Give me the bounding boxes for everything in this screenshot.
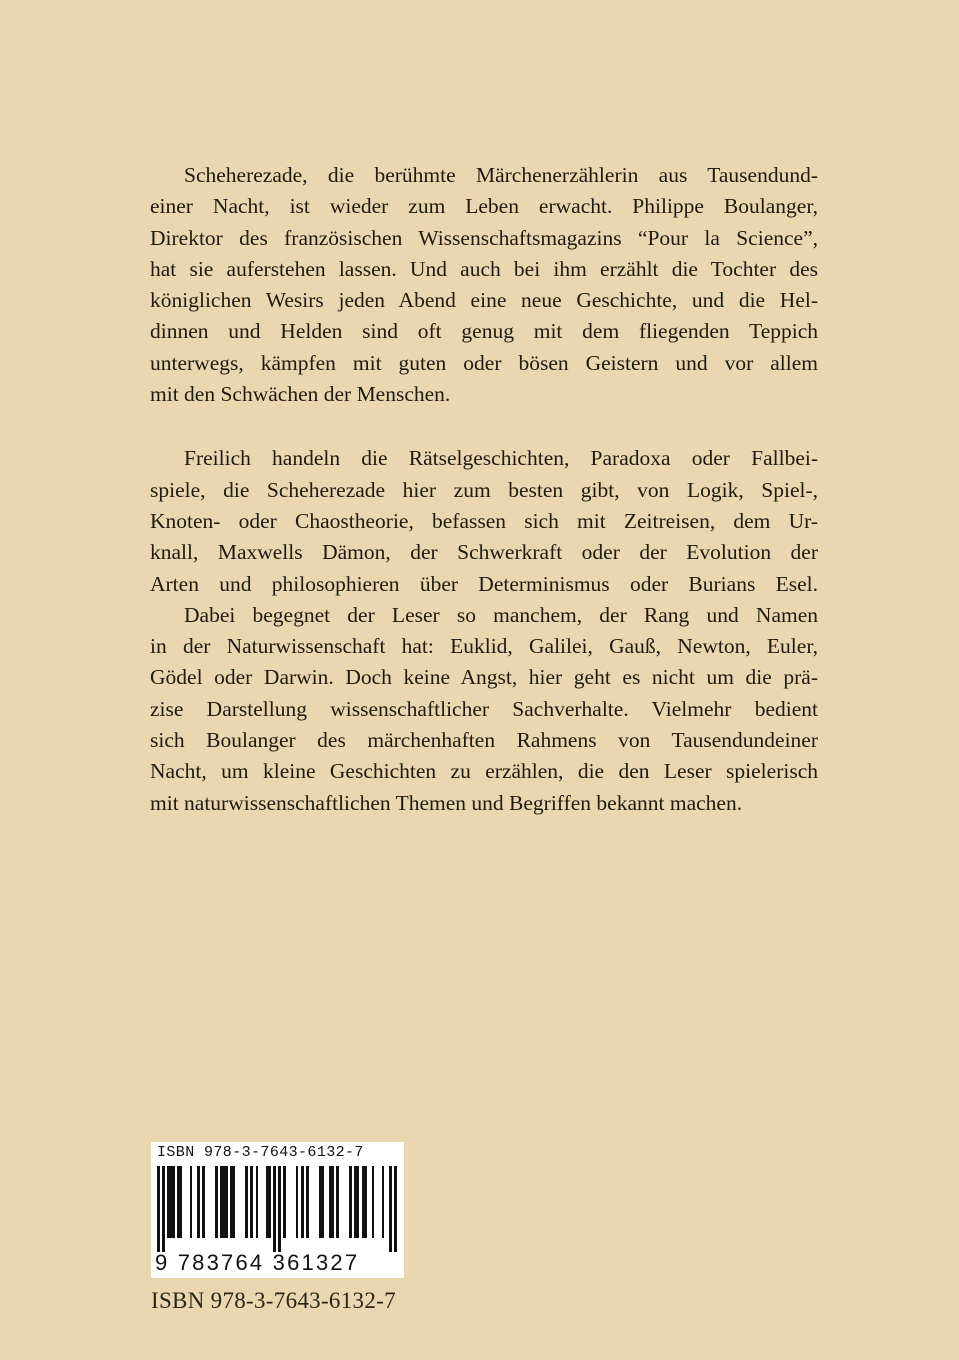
barcode-bar — [245, 1166, 248, 1238]
barcode-bar — [349, 1166, 352, 1238]
barcode-bar — [190, 1166, 193, 1238]
barcode-bar — [202, 1166, 205, 1238]
blurb-line: Freilich handeln die Rätselgeschichten, Paradoxa oder Fallbei- — [184, 446, 818, 471]
blurb-line: mit naturwissenschaftlichen Themen und Begriffen bekannt machen. — [150, 790, 743, 815]
barcode-bar — [215, 1166, 218, 1238]
barcode-bar — [266, 1166, 271, 1238]
blurb-line: dinnen und Helden sind oft genug mit dem fliegenden Teppich — [150, 319, 818, 344]
barcode-bar — [296, 1166, 299, 1238]
blurb-line: spiele, die Scheherezade hier zum besten gibt, von Logik, Spiel-, — [150, 477, 818, 502]
isbn-number: ISBN 978-3-7643-6132-7 — [151, 1288, 396, 1313]
barcode-bar — [301, 1166, 304, 1238]
blurb-line: hat sie auferstehen lassen. Und auch bei ihm erzählt die Tochter des — [150, 256, 818, 281]
blurb-line: Dabei begegnet der Leser so manchem, der Rang und Namen — [184, 602, 818, 627]
barcode-bar — [372, 1166, 375, 1238]
blurb-paragraph-3 — [150, 600, 818, 819]
barcode-guard-bar — [162, 1166, 165, 1252]
barcode-bar — [167, 1166, 175, 1238]
blurb-line: unterwegs, kämpfen mit guten oder bösen Geistern und vor allem — [150, 350, 818, 375]
barcode-bar — [354, 1166, 359, 1238]
barcode-guard-bar — [157, 1166, 160, 1252]
blurb-line: königlichen Wesirs jeden Abend eine neue Geschichte, und die Hel- — [150, 288, 818, 313]
barcode-bar — [230, 1166, 235, 1238]
blurb-line: einer Nacht, ist wieder zum Leben erwacht. Philippe Boulanger, — [150, 194, 818, 219]
blurb-line: Gödel oder Darwin. Doch keine Angst, hier geht es nicht um die prä- — [150, 665, 818, 690]
barcode-bar — [382, 1166, 385, 1238]
blurb-line: Nacht, um kleine Geschichten zu erzählen, die den Leser spielerisch — [150, 759, 818, 784]
barcode-bar — [306, 1166, 309, 1238]
barcode-guard-bar — [273, 1166, 276, 1252]
paragraph-gap — [150, 410, 818, 443]
barcode-guard-bar — [278, 1166, 281, 1252]
barcode-digits: 9 783764 361327 — [155, 1250, 360, 1275]
back-cover-blurb — [150, 160, 818, 819]
barcode-bar — [319, 1166, 324, 1238]
blurb-line: Direktor des französischen Wissenschaftsmagazins “Pour la Science”, — [150, 225, 818, 250]
barcode-bar — [362, 1166, 367, 1238]
barcode-bar — [250, 1166, 253, 1238]
barcode-bar — [220, 1166, 228, 1238]
barcode-label — [151, 1142, 404, 1278]
barcode-bar — [256, 1166, 259, 1238]
barcode-bar — [329, 1166, 334, 1238]
blurb-line: sich Boulanger des märchenhaften Rahmens von Tausendundeiner — [150, 728, 818, 753]
barcode-bar — [197, 1166, 200, 1238]
blurb-paragraph-2 — [150, 443, 818, 599]
barcode-bars — [157, 1166, 397, 1252]
barcode-guard-bar — [389, 1166, 392, 1252]
blurb-line: Arten und philosophieren über Determinismus oder Burians Esel. — [150, 571, 818, 596]
barcode-bar — [283, 1166, 286, 1238]
blurb-line: Scheherezade, die berühmte Märchenerzählerin aus Tausendund- — [184, 163, 818, 187]
blurb-line: knall, Maxwells Dämon, der Schwerkraft oder der Evolution der — [150, 540, 818, 565]
blurb-line: Knoten- oder Chaostheorie, befassen sich mit Zeitreisen, dem Ur- — [150, 508, 818, 533]
blurb-paragraph-1 — [150, 160, 818, 410]
blurb-line: zise Darstellung wissenschaftlicher Sachverhalte. Vielmehr bedient — [150, 696, 818, 721]
barcode-isbn-text: ISBN 978-3-7643-6132-7 — [157, 1144, 364, 1161]
barcode-guard-bar — [394, 1166, 397, 1252]
blurb-line: in der Naturwissenschaft hat: Euklid, Galilei, Gauß, Newton, Euler, — [150, 634, 818, 659]
barcode-bar — [177, 1166, 182, 1238]
barcode-bar — [336, 1166, 339, 1238]
blurb-line: mit den Schwächen der Menschen. — [150, 382, 451, 407]
